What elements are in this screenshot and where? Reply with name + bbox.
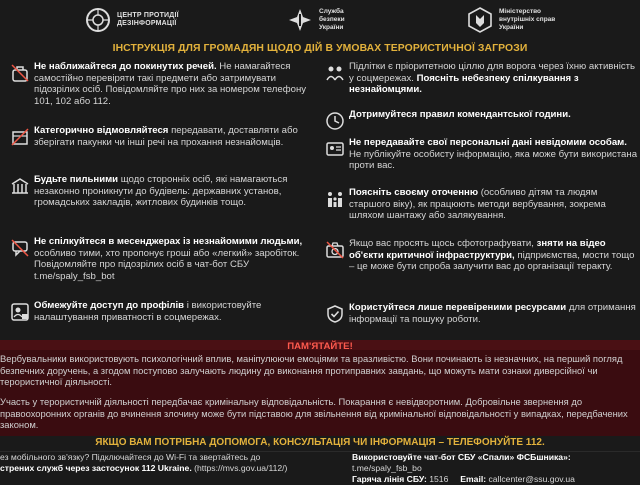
left-item-2 [8,125,316,153]
footer-left-line2 [0,463,318,474]
right-item-5-pre: Якщо вас просять щось сфотографувати, [349,238,537,249]
left-item-4-bold: Не спілкуйтеся в месенджерах із незнайомими людьми, [34,236,303,247]
footer-right-email-link[interactable]: callcenter@ssu.gov.ua [488,474,575,484]
right-item-3 [323,137,640,172]
bag-icon [8,61,32,89]
left-item-3-bold: Будьте пильними [34,174,119,185]
footer-right [352,452,640,485]
right-item-6-bold: Користуйтеся лише перевіреними ресурсами [349,302,567,313]
page-title: ІНСТРУКЦІЯ ДЛЯ ГРОМАДЯН ЩОДО ДІЙ В УМОВАХ ТЕРОРИСТИЧНОЇ ЗАГРОЗИ [112,43,528,54]
no-chat-icon [8,236,32,264]
right-item-2-text [349,109,571,137]
left-item-5-text [34,300,316,328]
right-item-4-bold: Поясніть своєму оточенню [349,187,479,198]
footer-right-chatbot-link[interactable]: t.me/spaly_fsb_bo [352,463,422,473]
footer-left [0,452,318,474]
remember-paragraph-1: Вербувальники використовують психологічний вплив, маніпулюючи емоціями та вразливістю. Вони починають із незначних, на перший погляд безпечних доручень, а згодом поступово залучають людину до виконання протиправних завдань, що можуть мати ознаки диверсійної чи терористичної діяльності. [0,353,623,388]
left-item-5-body: і використовуйте налаштування приватності в соцмережах. [34,300,262,323]
header [0,0,640,42]
sbu-line2: безпеки [319,16,345,23]
right-item-4-body: (особливо дітям та людям старшого віку), як працюють методи вербування, зокрема шляхом шантажу або залякування. [349,187,606,222]
building-icon [8,174,32,202]
footer-right-hotline-label: Гаряча лінія СБУ: [352,474,430,484]
mvs-line3: України [499,24,524,31]
left-item-4-body: особливо тими, хто пропонує гроші або «легкий» заробіток. Повідомляйте про підозрілих осіб в чат-бот СБУ t.me/spaly_fsb_bot [34,247,300,283]
left-item-1-text [34,61,316,108]
remember-paragraph-2: Участь у терористичній діяльності передбачає кримінальну відповідальність. Покарання є невідворотним. Добровільне звернення до правоохоронних органів до вчинення злочину може бути підставою для звільнення від кримінальної відповідальності у випадках, передбачених законом. [0,396,628,431]
right-item-6 [323,302,640,330]
sbu-line1: Служба [319,8,344,15]
mvs-logo-text [499,8,555,32]
right-item-4 [323,187,640,222]
right-item-5-bold: зняти на відео об'єкти критичної інфраструктури, [349,238,606,261]
left-item-5 [8,300,316,328]
footer-right-chatbot-label: Використовуйте чат-бот СБУ «Спали» ФСБшника»: [352,452,571,462]
mvs-logo [466,6,555,34]
no-package-icon [8,125,32,153]
family-icon [323,187,347,215]
footer-left-url[interactable]: (https://mvs.gov.ua/112/) [191,463,288,473]
right-item-6-body: для отримання інформації та пошуку роботи. [349,302,636,325]
mvs-line1: Міністерство [499,8,542,15]
id-card-icon [323,137,347,165]
cpd-logo-text [117,12,179,28]
cpd-emblem-icon [84,6,112,34]
profile-lock-icon [8,300,32,328]
right-item-3-body: Не публікуйте особисту інформацію, яка може бути використана проти вас. [349,148,638,172]
left-item-3 [8,174,316,209]
shield-check-icon [323,302,347,330]
left-item-1-body: Не намагайтеся самостійно перевіряти такі предмети або затримувати підозрілих осіб. Повідомляйте про них за номером телефону 101, 102 або 112. [34,61,307,108]
right-item-1-pre: Підлітки є пріоритетною ціллю для ворога через їхню активність у соцмережах. [349,61,636,84]
footer-left-line1: ез мобільного зв'язку? Підключайтеся до Wi-Fi та звертайтесь до [0,452,261,462]
right-item-1-bold: Поясніть небезпеку спілкування з незнайомцями. [349,72,579,96]
footer-left-line2-bold: стрених служб через застосунок 112 Ukraine. [0,463,192,473]
left-item-3-body: щодо сторонніх осіб, які намагаються незаконно проникнути до будівель: державних установ, громадських закладів, житлових будинків тощо. [34,174,288,209]
left-item-1-bold: Не наближайтеся до покинутих речей. [34,61,217,72]
sbu-emblem-icon [286,6,314,34]
footer-right-email-label: Email: [448,474,489,484]
left-item-3-text [34,174,316,209]
left-item-2-text [34,125,316,153]
footer-right-line1 [352,452,640,474]
left-item-2-bold: Категорично відмовляйтеся [34,125,169,136]
help-line: ЯКЩО ВАМ ПОТРІБНА ДОПОМОГА, КОНСУЛЬТАЦІЯ ЧИ ІНФОРМАЦІЯ – ТЕЛЕФОНУЙТЕ 112. [95,437,545,448]
right-item-5-text [349,238,640,273]
sbu-logo [286,6,345,34]
right-item-6-text [349,302,640,330]
left-item-4-text [34,236,316,283]
right-item-3-bold: Не передавайте свої персональні дані невідомим особам. [349,137,627,148]
right-item-5-body: підприємства, мости тощо – це може бути спроба залучити вас до організації теракту. [349,249,635,273]
cpd-line2: ДЕЗІНФОРМАЦІЇ [117,20,177,27]
right-item-2 [323,109,640,137]
right-item-3-text [349,137,640,172]
left-item-1 [8,61,316,108]
cpd-line1: ЦЕНТР ПРОТИДІЇ [117,12,179,19]
footer-right-hotline-number[interactable]: 1516 [429,474,449,484]
teens-icon [323,61,347,89]
left-item-4 [8,236,316,283]
cpd-logo [84,6,179,34]
no-camera-icon [323,238,347,266]
mvs-line2: внутрішніх справ [499,16,556,23]
right-item-1-text [349,61,640,96]
right-item-1 [323,61,640,96]
sbu-line3: України [319,24,344,31]
right-item-4-text [349,187,640,222]
left-item-5-bold: Обмежуйте доступ до профілів [34,300,185,311]
sbu-logo-text [319,8,345,32]
right-item-2-bold: Дотримуйтеся правил комендантської години. [349,109,571,120]
clock-icon [323,109,347,137]
right-item-5 [323,238,640,273]
mvs-emblem-icon [466,6,494,34]
left-item-2-body: передавати, доставляти або зберігати пакунки чи інші речі на прохання незнайомців. [34,125,298,148]
remember-title: ПАМ'ЯТАЙТЕ! [287,341,353,352]
